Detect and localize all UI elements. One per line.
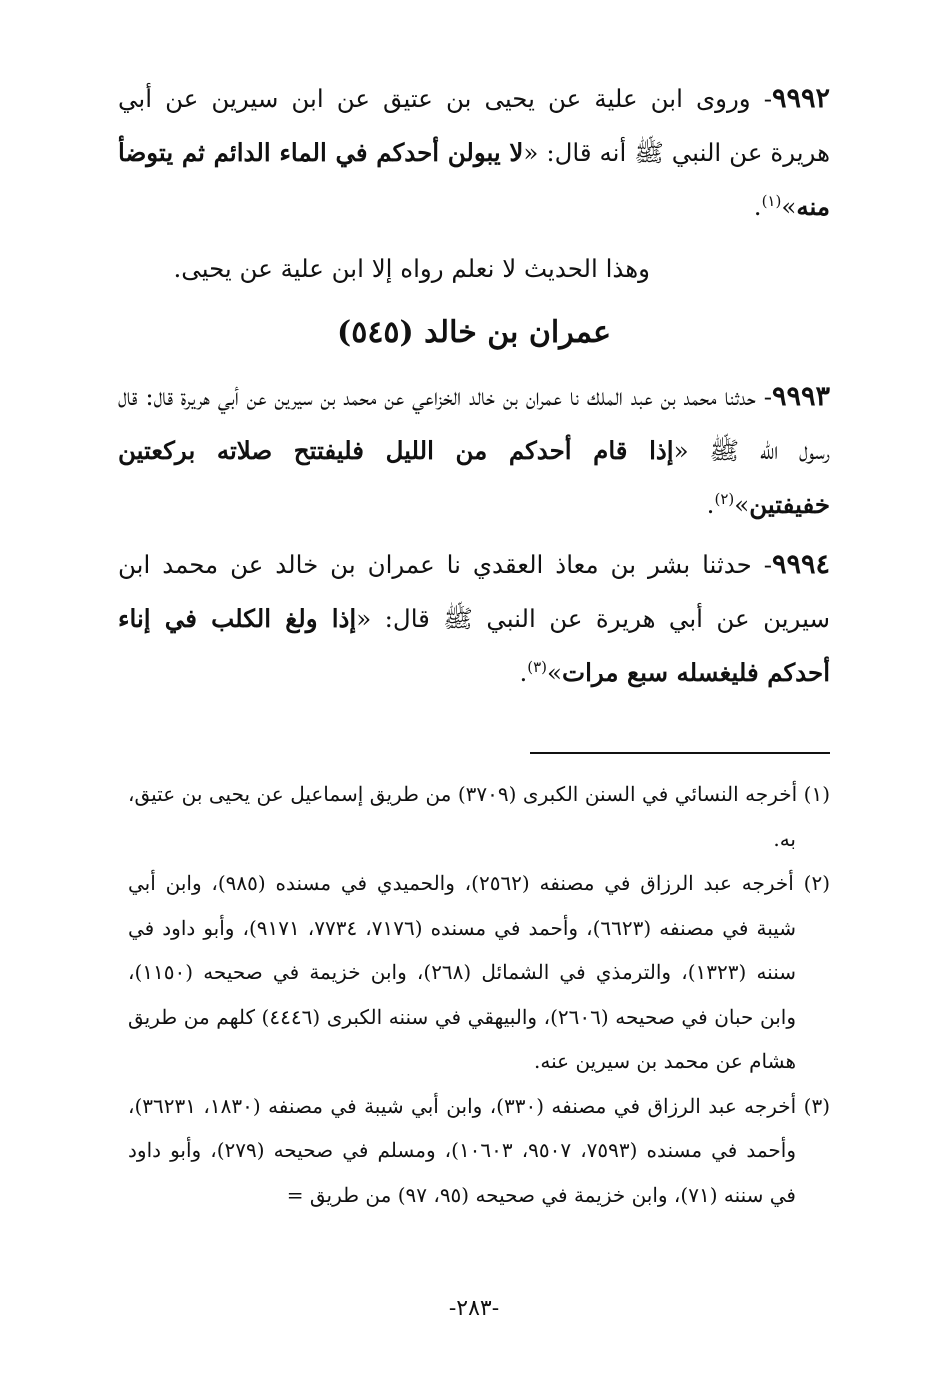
footnote-divider [530,752,830,754]
footnotes [128,772,830,1217]
hadith-close: » [734,490,750,519]
hadith-close: » [547,658,563,687]
footnote-ref: (٣) [527,657,548,676]
footnote-2: (٢) أخرجه عبد الرزاق في مصنفه (٢٥٦٢)، والحميدي في مسنده (٩٨٥)، وابن أبي شيبة في مصنفه (٦٦٢٣)، وأحمد في مسنده (٧١٧٦، ٧٧٣٤، ٩١٧١)، وأبو داود في سننه (١٣٢٣)، والترمذي في الشمائل (٢٦٨)، وابن خزيمة في صحيحه (١١٥٠)، وابن حبان في صحيحه (٢٦٠٦)، والبيهقي في سننه الكبرى (٤٤٤٦) كلهم من طريق هشام عن محمد بن سيرين عنه. [128,871,830,1073]
hadith-intro: - حدثنا بشر بن معاذ العقدي نا عمران بن خالد عن محمد ابن سيرين عن أبي هريرة عن النبي ﷺ قال: « [118,550,830,633]
main-text [118,72,830,706]
hadith-end: . [706,490,715,519]
hadith-intro: - حدثنا محمد بن عبد الملك نا عمران بن خالد الخزاعي عن محمد بن سيرين عن أبي هريرة قال: قال رسول الله ﷺ « [118,382,831,465]
hadith-quote: إذا ولغ الكلب في إناء أحدكم فليغسله سبع مرات [118,604,830,687]
footnote-ref: (٢) [714,489,735,508]
footnote-ref: (١) [761,191,782,210]
hadith-number: ٩٩٩٢ [771,83,830,114]
hadith-9994 [118,538,830,700]
hadith-intro: - وروى ابن علية عن يحيى بن عتيق عن ابن سيرين عن أبي هريرة عن النبي ﷺ أنه قال: « [118,84,830,167]
hadith-end: . [753,192,762,221]
footnote-1: (١) أخرجه النسائي في السنن الكبرى (٣٧٠٩) من طريق إسماعيل عن يحيى بن عتيق، به. [128,782,830,851]
hadith-quote: لا يبولن أحدكم في الماء الدائم ثم يتوضأ منه [118,138,830,221]
hadith-number: ٩٩٩٤ [771,549,830,580]
hadith-9993 [118,370,830,532]
hadith-number: ٩٩٩٣ [771,381,830,412]
hadith-close: » [781,192,797,221]
hadith-end: . [519,658,528,687]
footnote-3: (٣) أخرجه عبد الرزاق في مصنفه (٣٣٠)، وابن أبي شيبة في مصنفه (١٨٣٠، ٣٦٢٣١)، وأحمد في مسنده (٧٥٩٣، ٩٥٠٧، ١٠٦٠٣)، ومسلم في صحيحه (٢٧٩)، وأبو داود في سننه (٧١)، وابن خزيمة في صحيحه (٩٥، ٩٧) من طريق = [128,1093,831,1207]
commentary-note: وهذا الحديث لا نعلم رواه إلا ابن علية عن يحيى. [173,254,650,283]
page-number: -٢٨٣- [448,1296,500,1321]
hadith-9992 [118,72,830,234]
section-heading: عمران بن خالد (٥٤٥) [337,315,611,350]
hadith-quote: إذا قام أحدكم من الليل فليفتتح صلاته بركعتين خفيفتين [118,436,830,519]
